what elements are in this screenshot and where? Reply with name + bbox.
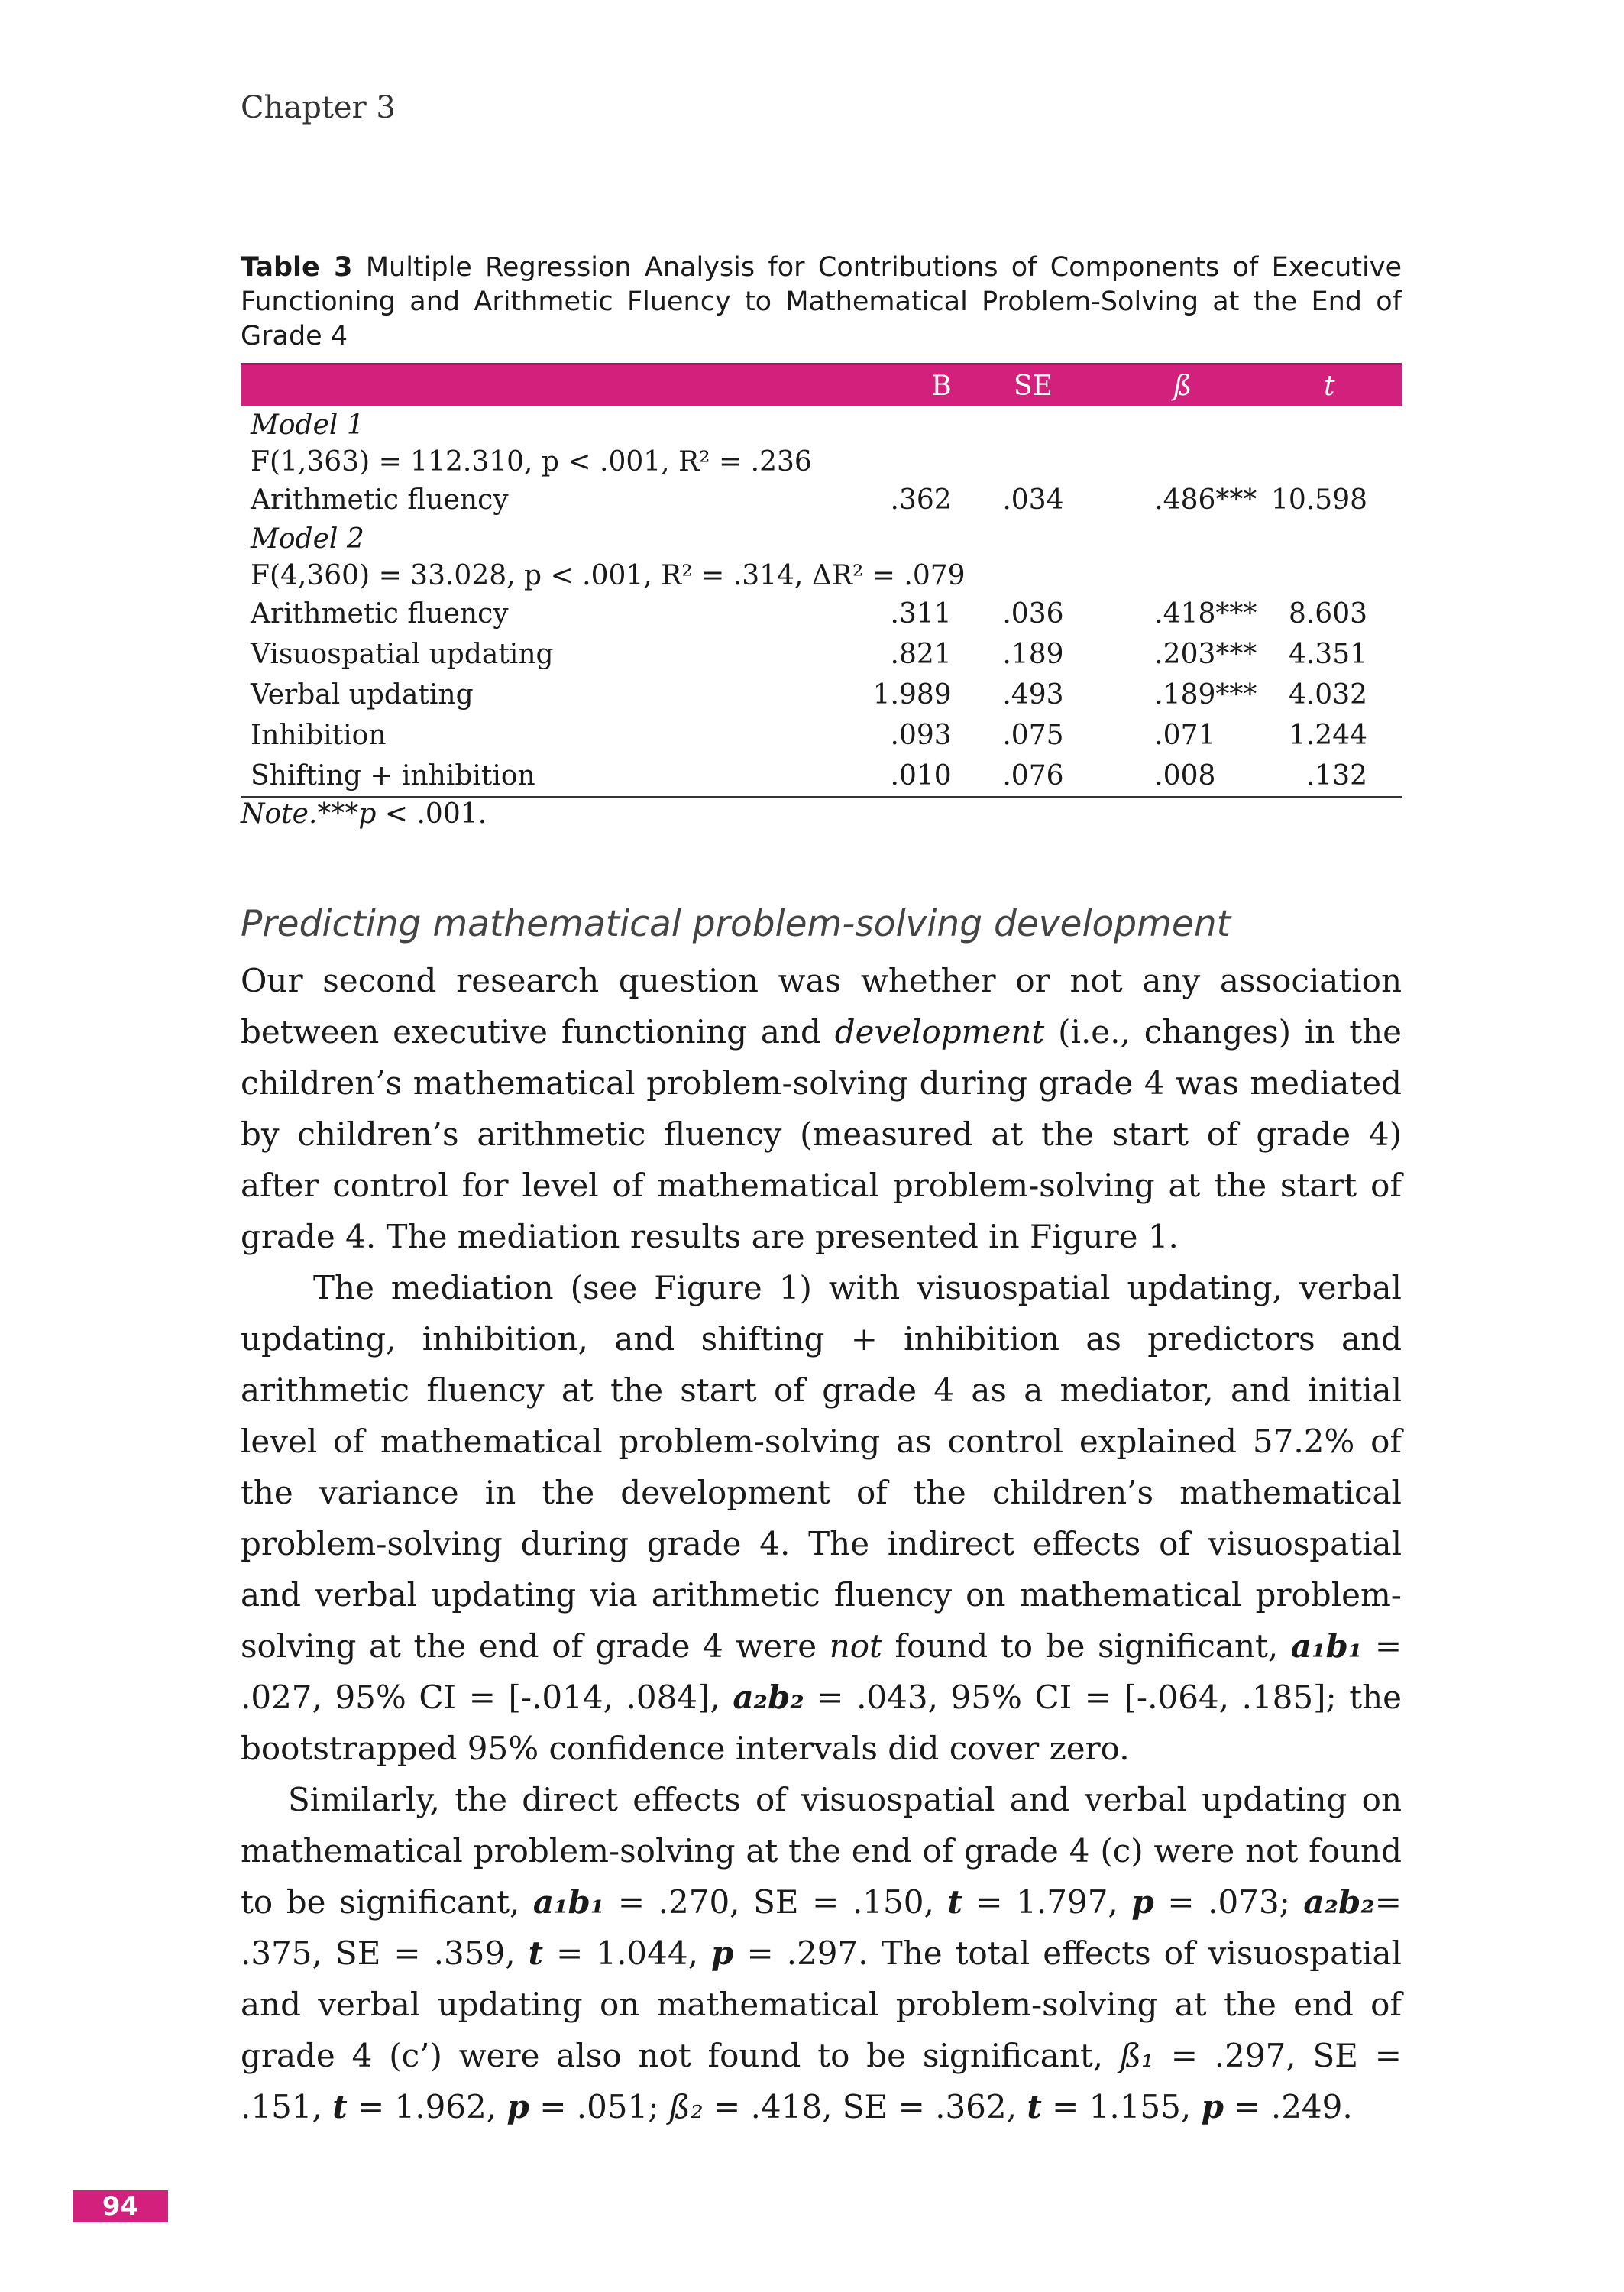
math-symbol: a₂b₂ xyxy=(1303,1883,1375,1921)
math-symbol: a₂b₂ xyxy=(733,1679,804,1716)
text-run: The mediation (see Figure 1) with visuospatial updating, verbal updating, inhibition, and shifting + inhibition as predictors and arithmetic fluency at the start of grade 4 as a mediator, and initial level of mathematical problem-solving as control explained 57.2% of the variance in the development of the children’s mathematical problem-solving during grade 4. The indirect effects of visuospatial and verbal updating via arithmetic fluency on mathematical problem-solving at the end of grade 4 were xyxy=(241,1269,1402,1665)
table-caption xyxy=(241,251,1402,354)
paragraph xyxy=(241,955,1402,1262)
text-run: = .249. xyxy=(1223,2088,1353,2125)
table-caption-text: Multiple Regression Analysis for Contributions of Components of Executive Functioning and Arithmetic Fluency to Mathematical Problem-Solving at the End of Grade 4 xyxy=(241,252,1402,351)
cell-beta: .071 xyxy=(1154,720,1216,751)
header-t: t xyxy=(1257,364,1402,407)
cell-se: .493 xyxy=(1002,679,1064,711)
row-label: Inhibition xyxy=(251,720,387,751)
paragraph xyxy=(241,1262,1402,1774)
paragraph xyxy=(241,1774,1402,2132)
math-symbol: t xyxy=(1027,2088,1042,2125)
text-run: = .270, SE = .150, xyxy=(604,1883,948,1921)
cell-beta: .418*** xyxy=(1154,598,1257,630)
text-run: = 1.797, xyxy=(962,1883,1132,1921)
table-caption-label: Table 3 xyxy=(241,252,353,283)
math-symbol: p xyxy=(711,1934,734,1972)
table-row xyxy=(241,480,1402,520)
cell-b: .362 xyxy=(890,484,952,516)
text-run: = .051; xyxy=(529,2088,669,2125)
table-row xyxy=(241,594,1402,634)
text-run: = 1.155, xyxy=(1041,2088,1202,2125)
math-symbol: p xyxy=(1131,1883,1154,1921)
math-symbol: a₁b₁ xyxy=(532,1883,605,1921)
cell-se: .036 xyxy=(1002,598,1064,630)
text-run: Our second research question was whether or not any association between executive functioning and xyxy=(241,962,1402,1050)
cell-t: .132 xyxy=(1257,756,1402,797)
cell-se: .034 xyxy=(1002,484,1064,516)
cell-t: 8.603 xyxy=(1288,598,1367,630)
text-run: Similarly, the direct effects of visuospatial and verbal updating on mathematical problem-solving at the end of grade 4 (c) were not found to be significant, xyxy=(241,1781,1402,1921)
row-label: Arithmetic fluency xyxy=(251,484,509,516)
model-label: Model 1 xyxy=(251,409,364,441)
model-stat: F(1,363) = 112.310, p < .001, R² = .236 xyxy=(251,445,812,478)
text-run: = .027, 95% CI = [-.014, .084], xyxy=(241,1627,1402,1716)
math-symbol: t xyxy=(332,2088,348,2125)
math-symbol: ß₂ xyxy=(668,2088,704,2125)
model-label: Model 2 xyxy=(251,523,364,555)
header-beta: ß xyxy=(1108,364,1257,407)
model-2-stat-row xyxy=(241,557,1402,594)
model-stat: F(4,360) = 33.028, p < .001, R² = .314, ΔR² = .079 xyxy=(251,559,966,591)
text-run: found to be significant, xyxy=(882,1627,1291,1665)
text-run: = 1.962, xyxy=(347,2088,507,2125)
header-se: SE xyxy=(958,364,1109,407)
cell-se: .075 xyxy=(1002,720,1064,751)
page-number: 94 xyxy=(73,2190,168,2222)
note-label: Note.***p xyxy=(241,798,377,830)
table-row xyxy=(241,715,1402,756)
row-label: Verbal updating xyxy=(251,679,474,711)
cell-beta: .203*** xyxy=(1154,639,1257,670)
table-header-row xyxy=(241,364,1402,407)
table-note xyxy=(241,798,487,830)
cell-se: .076 xyxy=(958,756,1109,797)
text-run: = .297, SE = .151, xyxy=(241,2037,1402,2125)
math-symbol: ß₁ xyxy=(1119,2037,1154,2074)
cell-t: 1.244 xyxy=(1288,720,1367,751)
cell-b: .010 xyxy=(873,756,958,797)
regression-table xyxy=(241,363,1402,798)
table-row xyxy=(241,756,1402,797)
row-label: Shifting + inhibition xyxy=(241,756,873,797)
running-header: Chapter 3 xyxy=(241,90,396,125)
text-run: = 1.044, xyxy=(543,1934,712,1972)
text-run: = .297. The total effects of visuospatial and verbal updating on mathematical problem-solving at the end of grade 4 (c’) were also not found to be significant, xyxy=(241,1934,1402,2074)
math-symbol: t xyxy=(528,1934,544,1972)
section-heading: Predicting mathematical problem-solving development xyxy=(241,903,1231,945)
cell-beta: .486*** xyxy=(1154,484,1257,516)
model-1-label-row xyxy=(241,406,1402,443)
text-run: = .375, SE = .359, xyxy=(241,1883,1402,1972)
text-run: = .043, 95% CI = [-.064, .185]; the bootstrapped 95% confidence intervals did cover zero. xyxy=(241,1679,1402,1767)
row-label: Visuospatial updating xyxy=(251,639,554,670)
text-run: (i.e., changes) in the children’s mathematical problem-solving during grade 4 was mediated by children’s arithmetic fluency (measured at the start of grade 4) after control for level of mathematical problem-solving at the start of grade 4. The mediation results are presented in Figure 1. xyxy=(241,1013,1402,1255)
model-1-stat-row xyxy=(241,443,1402,480)
emphasis: development xyxy=(834,1013,1045,1050)
cell-t: 10.598 xyxy=(1271,484,1367,516)
table-row xyxy=(241,675,1402,715)
math-symbol: p xyxy=(506,2088,529,2125)
cell-beta: .189*** xyxy=(1154,679,1257,711)
row-label: Arithmetic fluency xyxy=(251,598,509,630)
note-text: < .001. xyxy=(376,798,487,830)
cell-b: 1.989 xyxy=(872,679,952,711)
cell-t: 4.032 xyxy=(1288,679,1367,711)
math-symbol: p xyxy=(1201,2088,1224,2125)
cell-b: .821 xyxy=(890,639,952,670)
math-symbol: a₁b₁ xyxy=(1290,1627,1363,1665)
header-label-cell xyxy=(241,364,873,407)
text-run: = .418, SE = .362, xyxy=(703,2088,1027,2125)
cell-beta: .008 xyxy=(1108,756,1257,797)
body-text xyxy=(241,955,1402,2132)
text-run: = .073; xyxy=(1153,1883,1304,1921)
cell-se: .189 xyxy=(1002,639,1064,670)
emphasis: not xyxy=(829,1627,882,1665)
table-row xyxy=(241,634,1402,675)
math-symbol: t xyxy=(947,1883,962,1921)
cell-b: .093 xyxy=(890,720,952,751)
model-2-label-row xyxy=(241,520,1402,557)
cell-t: 4.351 xyxy=(1288,639,1367,670)
cell-b: .311 xyxy=(890,598,952,630)
header-b: B xyxy=(873,364,958,407)
